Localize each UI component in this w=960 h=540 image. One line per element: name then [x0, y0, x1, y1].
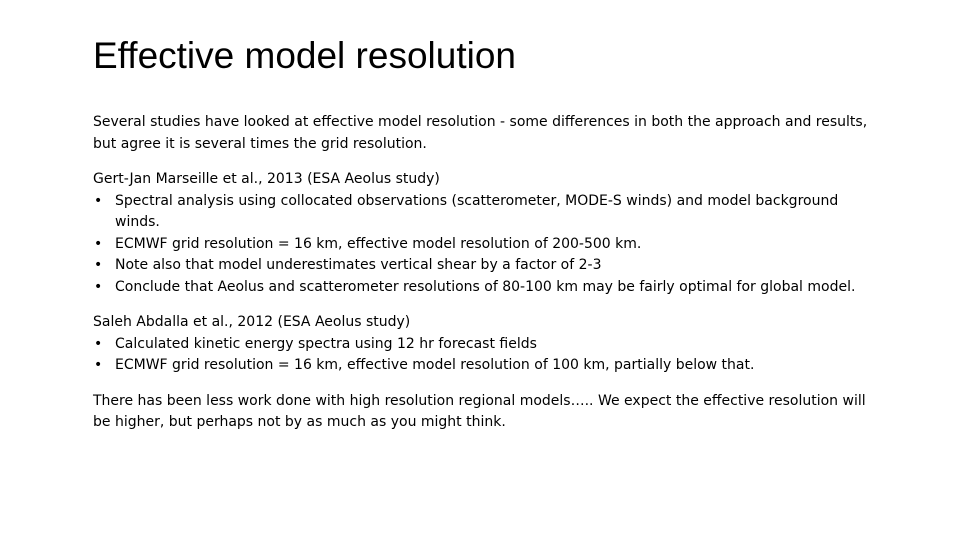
bullet-text: Spectral analysis using collocated observations (scatterometer, MODE-S winds) and model background winds.	[115, 192, 839, 230]
bullet-text: Note also that model underestimates vertical shear by a factor of 2-3	[115, 257, 602, 273]
bullet-text: ECMWF grid resolution = 16 km, effective model resolution of 100 km, partially below that.	[115, 357, 755, 373]
bullet-item	[93, 191, 883, 234]
slide-body	[93, 112, 883, 434]
bullet-glyph: •	[94, 192, 103, 209]
bullet-item	[93, 355, 883, 377]
bullet-text: ECMWF grid resolution = 16 km, effective model resolution of 200-500 km.	[115, 235, 642, 252]
bullet-glyph: •	[94, 357, 103, 373]
bullet-glyph: •	[94, 235, 103, 252]
bullet-item	[93, 334, 883, 356]
section2-bullet-list	[93, 334, 883, 377]
bullet-item	[93, 277, 883, 299]
bullet-text: Conclude that Aeolus and scatterometer resolutions of 80-100 km may be fairly optimal for global model.	[115, 278, 856, 295]
section2-heading: Saleh Abdalla et al., 2012 (ESA Aeolus study)	[93, 314, 411, 330]
section1-heading: Gert-Jan Marseille et al., 2013 (ESA Aeolus study)	[93, 171, 440, 187]
section1-bullet-list	[93, 191, 883, 299]
bullet-glyph: •	[94, 257, 103, 273]
bullet-item	[93, 234, 883, 256]
bullet-glyph: •	[94, 335, 103, 352]
bullet-text: Calculated kinetic energy spectra using 12 hr forecast fields	[115, 335, 537, 352]
conclusion-paragraph: There has been less work done with high resolution regional models….. We expect the effective resolution will be higher, but perhaps not by as much as you might think.	[93, 392, 866, 430]
bullet-glyph: •	[94, 278, 103, 295]
bullet-item	[93, 255, 883, 277]
slide-title: Effective model resolution	[93, 35, 516, 76]
intro-paragraph: Several studies have looked at effective model resolution - some differences in both the approach and results, but agree it is several times the grid resolution.	[93, 114, 868, 152]
